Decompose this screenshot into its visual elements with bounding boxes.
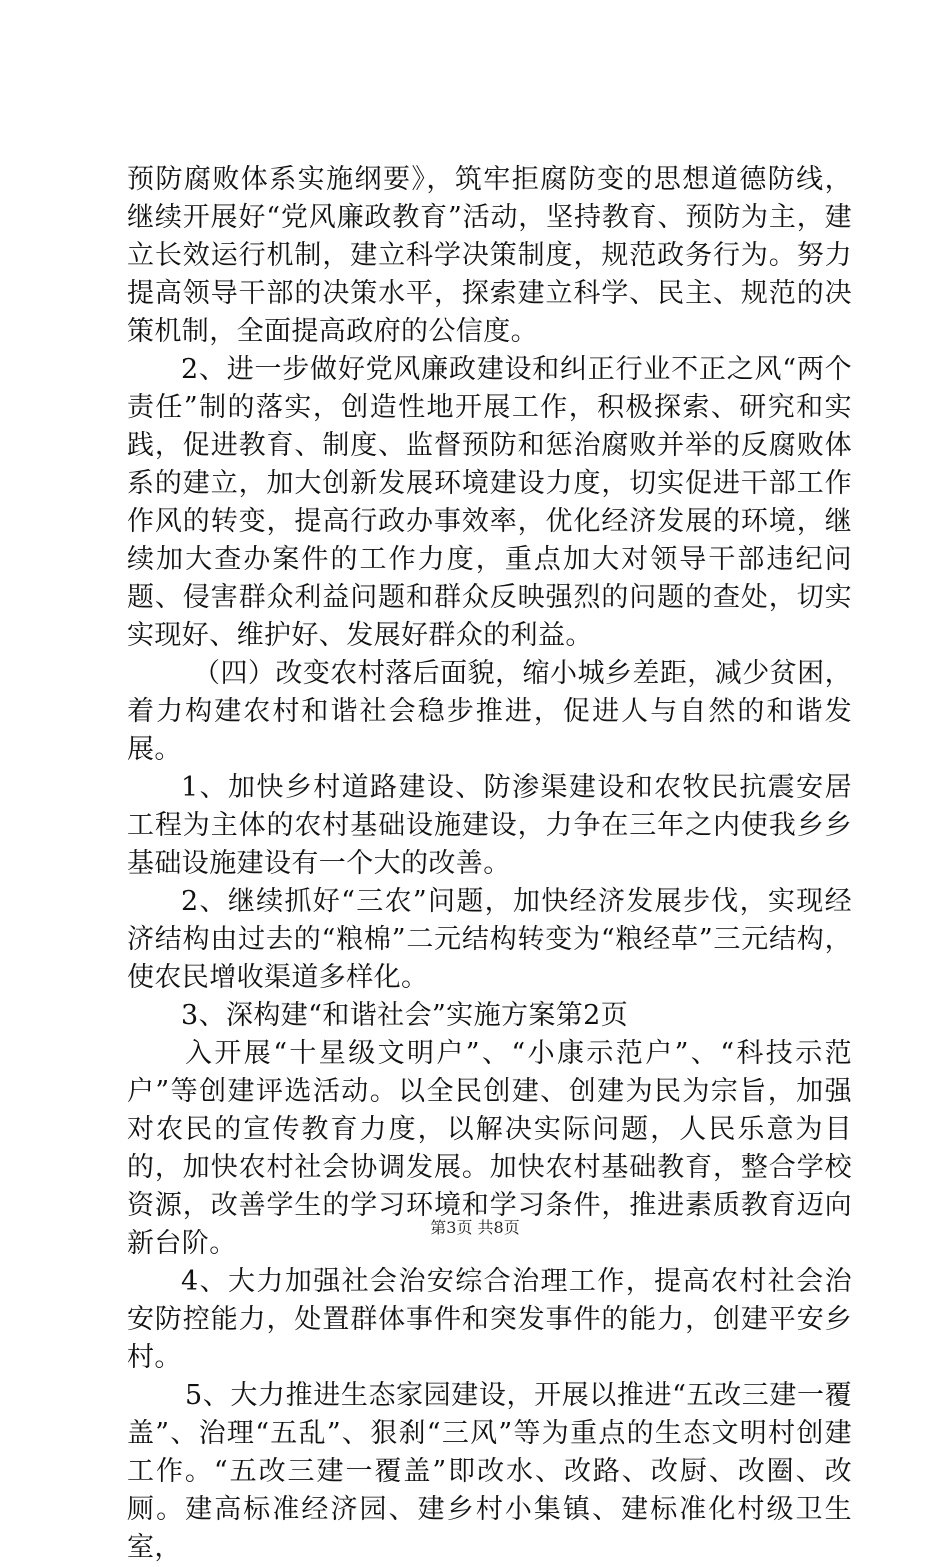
document-body	[127, 161, 852, 1567]
paragraph-item-2: 2、继续抓好“三农”问题，加快经济发展步伐，实现经济结构由过去的“粮棉”二元结构转变为“粮经草”三元结构，使农民增收渠道多样化。	[127, 886, 852, 993]
paragraph-item-4: 4、大力加强社会治安综合治理工作，提高农村社会治安防控能力，处置群体事件和突发事件的能力，创建平安乡村。	[127, 1266, 852, 1373]
paragraph-item-3-heading: 3、深构建“和谐社会”实施方案第2页	[181, 1000, 629, 1031]
paragraph-item-5: 5、大力推进生态家园建设，开展以推进“五改三建一覆盖”、治理“五乱”、狠刹“三风”等为重点的生态文明村创建工作。“五改三建一覆盖”即改水、改路、改厨、改圈、改厕。建高标准经济园、建乡村小集镇、建标准化村级卫生室，	[127, 1380, 852, 1563]
paragraph-1: 预防腐败体系实施纲要》，筑牢拒腐防变的思想道德防线，继续开展好“党风廉政教育”活动，坚持教育、预防为主，建立长效运行机制，建立科学决策制度，规范政务行为。努力提高领导干部的决策水平，探索建立科学、民主、规范的决策机制，全面提高政府的公信度。	[127, 164, 852, 347]
paragraph-item-1: 1、加快乡村道路建设、防渗渠建设和农牧民抗震安居工程为主体的农村基础设施建设，力争在三年之内使我乡乡基础设施建设有一个大的改善。	[127, 772, 852, 879]
page-number-footer: 第3页 共8页	[430, 1218, 520, 1237]
paragraph-item-3-body: 入开展“十星级文明户”、“小康示范户”、“科技示范户”等创建评选活动。以全民创建、创建为民为宗旨，加强对农民的宣传教育力度，以解决实际问题，人民乐意为目的，加快农村社会协调发展。加快农村基础教育，整合学校资源，改善学生的学习环境和学习条件，推进素质教育迈向新台阶。	[127, 1038, 852, 1259]
section-heading-4: （四）改变农村落后面貌，缩小城乡差距，减少贫困，着力构建农村和谐社会稳步推进，促进人与自然的和谐发展。	[127, 658, 852, 765]
paragraph-2: 2、进一步做好党风廉政建设和纠正行业不正之风“两个责任”制的落实，创造性地开展工作，积极探索、研究和实践，促进教育、制度、监督预防和惩治腐败并举的反腐败体系的建立，加大创新发展环境建设力度，切实促进干部工作作风的转变，提高行政办事效率，优化经济发展的环境，继续加大查办案件的工作力度，重点加大对领导干部违纪问题、侵害群众利益问题和群众反映强烈的问题的查处，切实实现好、维护好、发展好群众的利益。	[127, 354, 852, 651]
